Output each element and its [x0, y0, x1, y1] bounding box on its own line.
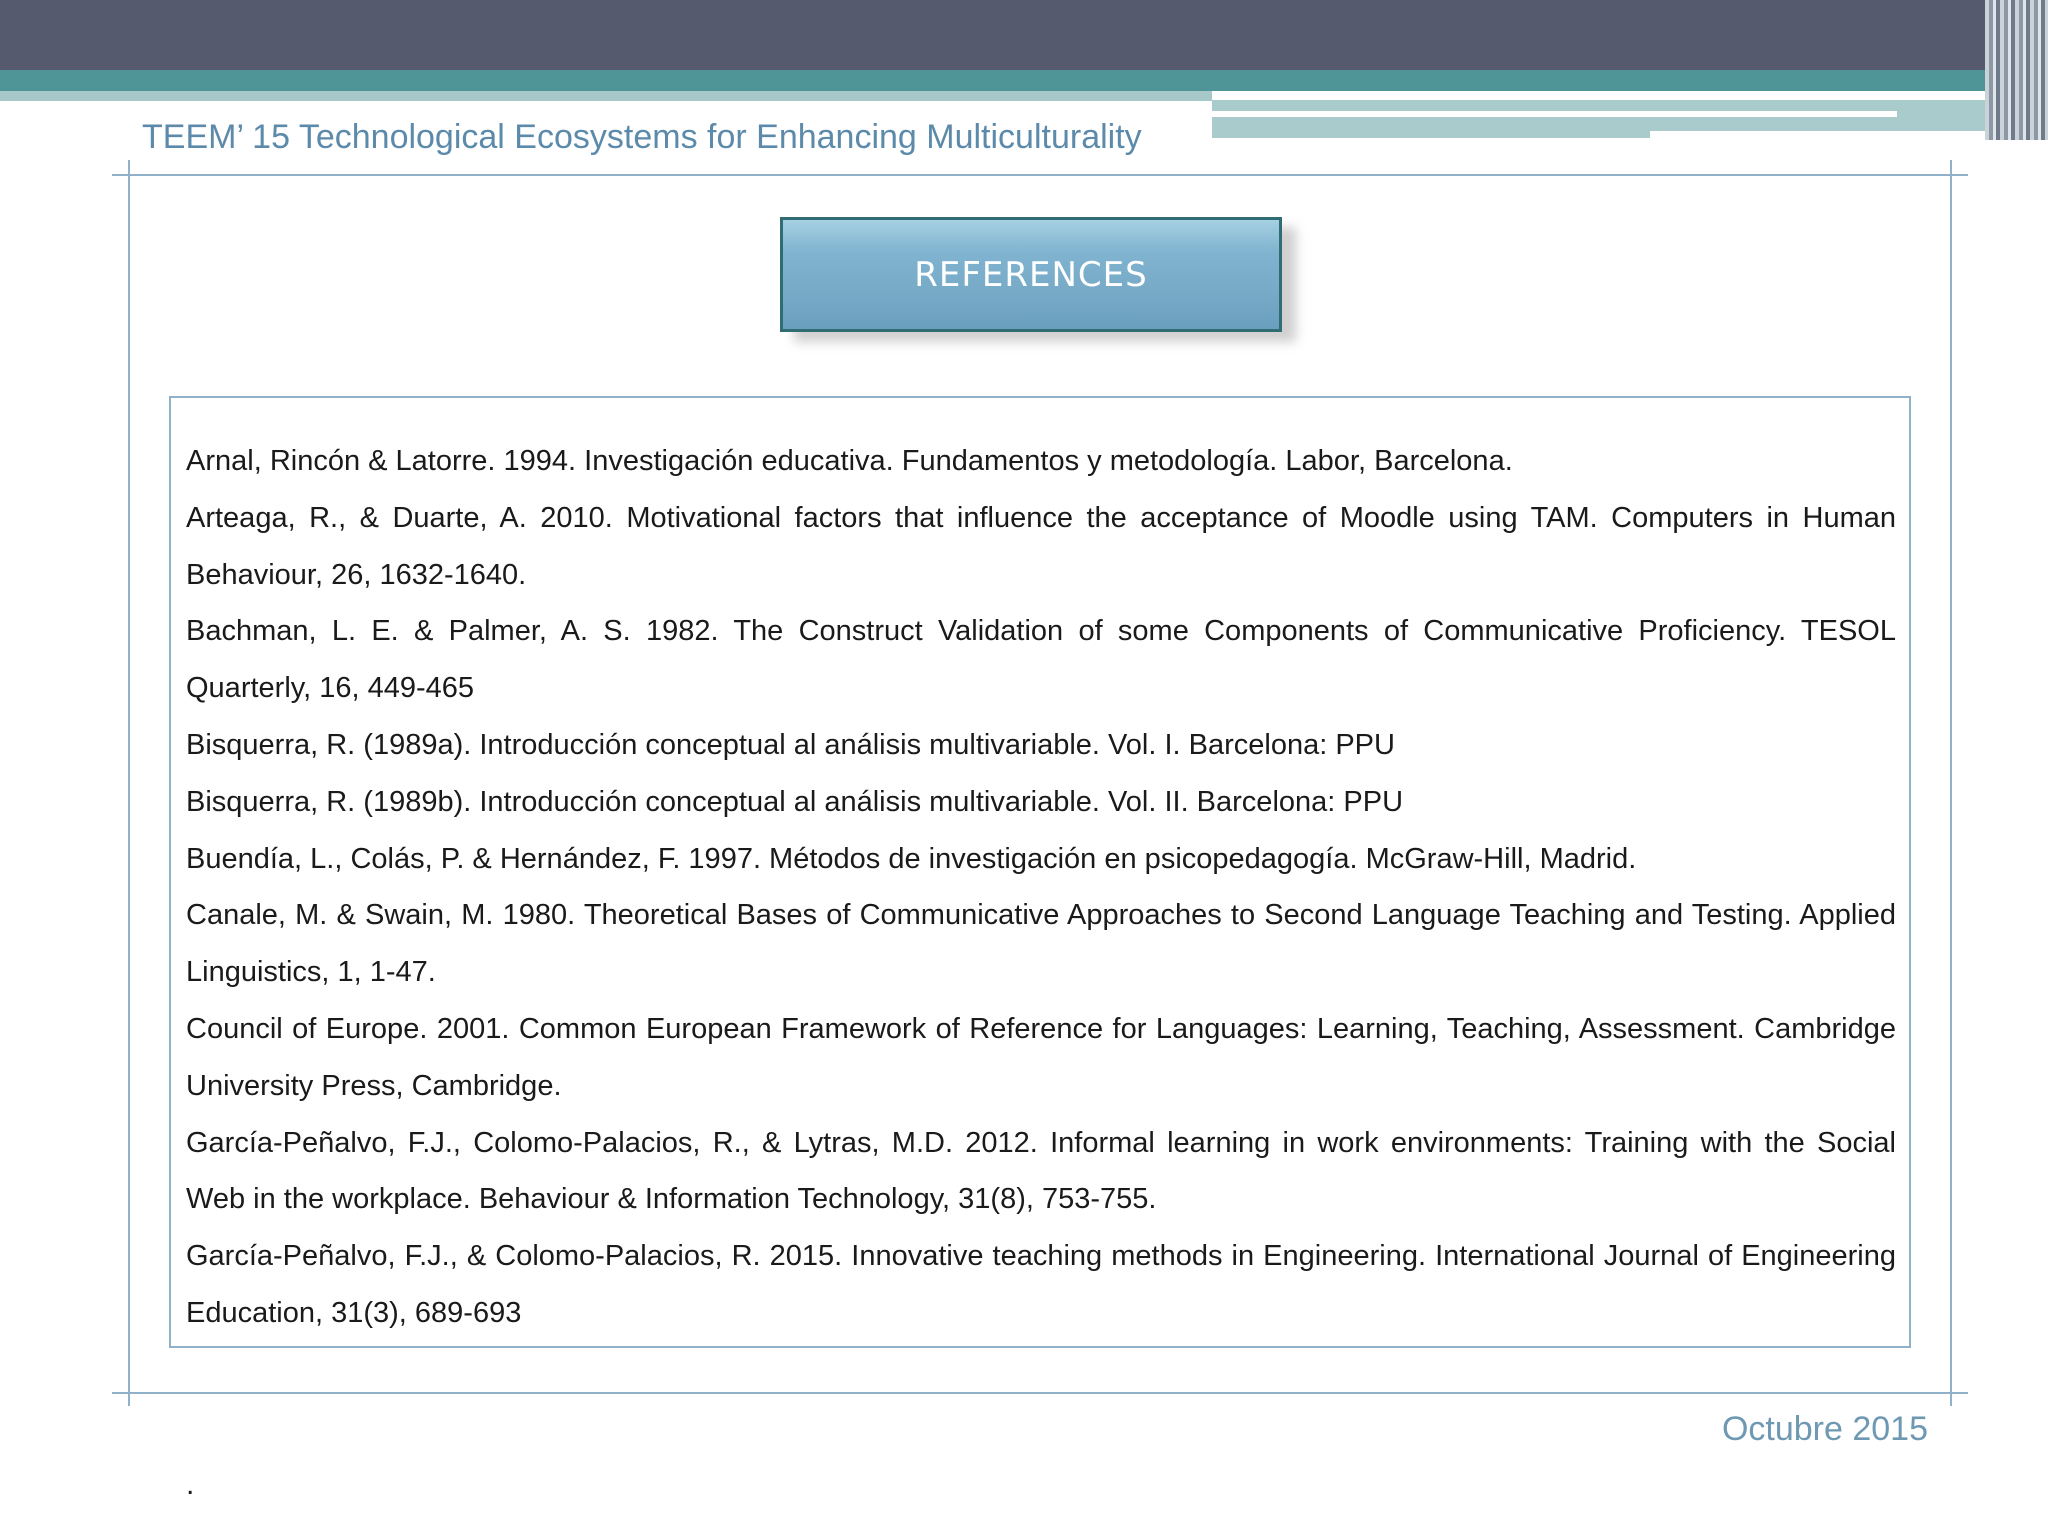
- reference-item: Bisquerra, R. (1989a). Introducción conceptual al análisis multivariable. Vol. I. Barcelona: PPU: [186, 728, 1395, 761]
- frame-bottom-line: [112, 1392, 1968, 1394]
- header-title: TEEM’ 15 Technological Ecosystems for Enhancing Multiculturality: [142, 118, 1142, 156]
- banner-stripes: [1985, 0, 2048, 140]
- footer-dot: .: [186, 1468, 195, 1501]
- reference-item: García-Peñalvo, F.J., Colomo-Palacios, R., & Lytras, M.D. 2012. Informal learning in work environments: Training with the Social Web in the workplace. Behaviour & Information Technology, 31(8), 753-755.: [186, 1126, 1896, 1216]
- reference-item: Bisquerra, R. (1989b). Introducción conceptual al análisis multivariable. Vol. II. Barcelona: PPU: [186, 785, 1404, 818]
- frame-right-line: [1950, 160, 1952, 1406]
- frame-top-line: [112, 174, 1968, 176]
- banner-gap: [1212, 91, 2012, 100]
- top-banner: [0, 0, 2048, 70]
- banner-white-line: [1212, 111, 1897, 117]
- reference-item: García-Peñalvo, F.J., & Colomo-Palacios, R. 2015. Innovative teaching methods in Engineering. International Journal of Engineering Education, 31(3), 689-693: [186, 1240, 1896, 1329]
- reference-item: Council of Europe. 2001. Common European Framework of Reference for Languages: Learning, Teaching, Assessment. Cambridge University Press, Cambridge.: [186, 1012, 1896, 1102]
- frame-left-line: [128, 160, 130, 1406]
- light-band-left: [0, 91, 1212, 101]
- banner-step: [1650, 131, 2012, 138]
- reference-item: Bachman, L. E. & Palmer, A. S. 1982. The Construct Validation of some Components of Communicative Proficiency. TESOL Quarterly, 16, 449-465: [186, 615, 1896, 705]
- reference-item: Arnal, Rincón & Latorre. 1994. Investigación educativa. Fundamentos y metodología. Labor, Barcelona.: [186, 445, 1513, 477]
- teal-band: [0, 70, 2048, 91]
- reference-item: Canale, M. & Swain, M. 1980. Theoretical Bases of Communicative Approaches to Second Language Teaching and Testing. Applied Linguistics, 1, 1-47.: [186, 899, 1896, 989]
- references-button[interactable]: [780, 217, 1282, 332]
- reference-list: [186, 433, 1896, 1342]
- references-button-label: REFERENCES: [914, 254, 1148, 295]
- reference-item: Arteaga, R., & Duarte, A. 2010. Motivational factors that influence the acceptance of Moodle using TAM. Computers in Human Behaviour, 26, 1632-1640.: [186, 501, 1896, 591]
- footer-date: Octubre 2015: [1721, 1410, 1928, 1448]
- reference-item: Buendía, L., Colás, P. & Hernández, F. 1997. Métodos de investigación en psicopedagogía. McGraw-Hill, Madrid.: [186, 842, 1637, 875]
